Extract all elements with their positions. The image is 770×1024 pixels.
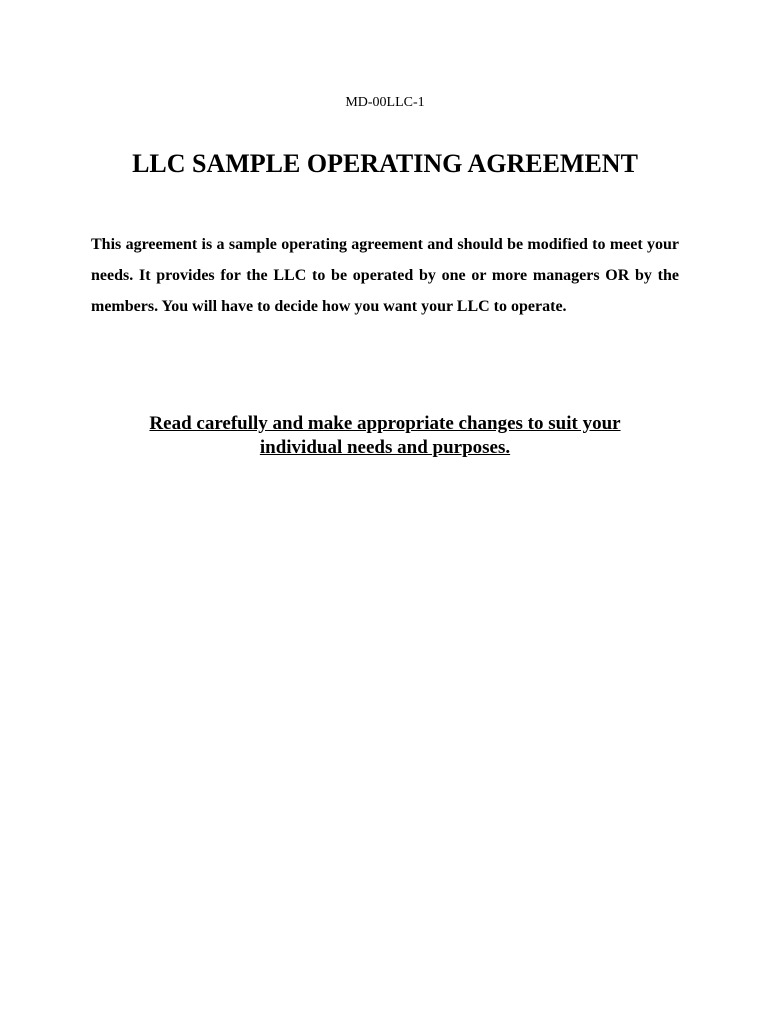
intro-paragraph: This agreement is a sample operating agreement and should be modified to meet your needs. It provides for the LLC to be operated by one or more managers OR by the members. You will have to decide how you want your LLC to operate. — [91, 236, 679, 315]
document-title: LLC SAMPLE OPERATING AGREEMENT — [132, 149, 638, 178]
instruction-notice: Read carefully and make appropriate changes to suit your individual needs and purposes. — [149, 413, 621, 458]
form-code: MD-00LLC-1 — [345, 95, 425, 110]
